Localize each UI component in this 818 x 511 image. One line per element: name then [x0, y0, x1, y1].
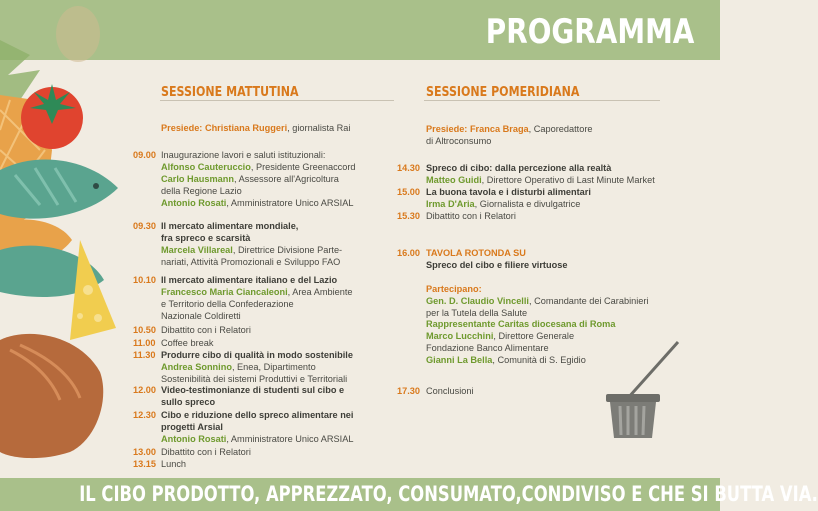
item-lines [161, 459, 186, 471]
talk-title: fra spreco e scarsità [161, 232, 251, 243]
talk-title: Il mercato alimentare italiano e del Lazio [161, 275, 338, 285]
egg-icon [56, 6, 100, 62]
speaker-name: Irma D'Aria [426, 198, 475, 209]
item-time: 16.00 [397, 248, 420, 258]
footer-tagline: IL CIBO PRODOTTO, APPREZZATO, CONSUMATO,CONDIVISO E CHE SI BUTTA VIA. [79, 482, 818, 506]
item-time: 17.30 [397, 386, 420, 396]
morning-chair [161, 123, 350, 135]
talk-title: Cibo e riduzione dello spreco alimentare nei [161, 410, 354, 420]
item-text: , Giornalista e divulgatrice [474, 198, 581, 209]
item-line [161, 311, 353, 323]
item-line [161, 162, 356, 174]
item-text: , Direttrice Divisione Parte- [232, 244, 343, 255]
item-lines [161, 275, 353, 323]
item-line [426, 175, 655, 187]
item-line [161, 233, 342, 245]
item-line [161, 186, 356, 198]
afternoon-divider [424, 100, 660, 101]
item-time: 12.30 [133, 410, 156, 420]
morning-divider [160, 100, 394, 101]
item-lines [161, 221, 342, 269]
item-time: 11.30 [133, 350, 156, 360]
afternoon-chair [426, 124, 593, 136]
item-line [426, 211, 516, 223]
chair-role: , giornalista Rai [287, 123, 351, 133]
item-time: 12.00 [133, 385, 156, 395]
speaker-name: Gianni La Bella [426, 355, 493, 366]
item-text: della Regione Lazio [161, 185, 242, 196]
speaker-name: Alfonso Cauteruccio [161, 161, 251, 172]
chair-label: Presiede: [426, 124, 468, 134]
item-lines [426, 187, 591, 211]
talk-title: Il mercato alimentare mondiale, [161, 221, 299, 231]
item-line [161, 374, 353, 386]
item-line [426, 296, 648, 308]
item-time: 13.15 [133, 459, 156, 469]
chair-label: Presiede: [161, 123, 203, 133]
item-lines [161, 150, 356, 210]
item-line [161, 397, 344, 409]
item-lines [426, 163, 655, 187]
item-time: 10.50 [133, 325, 156, 335]
item-text: e Territorio della Confederazione [161, 298, 294, 309]
chair-name: Christiana Ruggeri [204, 123, 288, 133]
item-lines [161, 338, 213, 350]
item-text: Dibattito con i Relatori [161, 447, 251, 457]
item-text: , Direttore Generale [493, 331, 575, 342]
talk-title: sullo spreco [161, 396, 216, 407]
speaker-name: Marco Lucchini [426, 331, 494, 342]
item-line [161, 221, 342, 233]
item-text: Sostenibilità dei sistemi Produttivi e Territoriali [161, 373, 348, 384]
item-text: Partecipano: [426, 283, 482, 294]
item-text: , Enea, Dipartimento [231, 361, 316, 372]
afternoon-chair-line2: di Altroconsumo [426, 136, 492, 146]
item-text: , Amministratore Unico ARSIAL [226, 433, 354, 444]
speaker-name: Antonio Rosati [161, 197, 227, 208]
item-text: Lunch [161, 459, 187, 469]
item-line [161, 447, 251, 459]
afternoon-session-title: SESSIONE POMERIDIANA [426, 85, 580, 100]
morning-programme [133, 123, 403, 473]
item-line [426, 187, 591, 199]
morning-session-title: SESSIONE MATTUTINA [161, 85, 299, 100]
talk-title: Video-testimonianze di studenti sul cibo e [161, 385, 345, 395]
item-text: , Direttore Operativo di Last Minute Market [481, 174, 655, 185]
item-lines [161, 350, 353, 386]
speaker-name: Andrea Sonnino [161, 361, 232, 372]
item-time: 10.10 [133, 275, 156, 285]
item-line [161, 198, 356, 210]
item-text: , Comandante dei Carabinieri [528, 295, 649, 306]
item-text: Nazionale Coldiretti [161, 310, 241, 321]
item-line [426, 199, 591, 211]
speaker-name: Marcela Villareal [161, 244, 233, 255]
fish-icon [0, 160, 118, 297]
speaker-name: Carlo Hausmann [161, 173, 235, 184]
item-lines [161, 385, 344, 409]
item-time: 15.30 [397, 211, 420, 221]
talk-title: Spreco di cibo: dalla percezione alla realtà [426, 163, 612, 173]
item-text: nariati, Attività Promozionali e Sviluppo FAO [161, 256, 341, 267]
speaker-name: Gen. D. Claudio Vincelli [426, 295, 529, 306]
page-title: PROGRAMMA [485, 12, 694, 52]
item-text: Inaugurazione lavori e saluti istituzionali: [161, 150, 326, 160]
item-line [161, 422, 353, 434]
talk-title: progetti Arsial [161, 421, 223, 432]
item-time: 14.30 [397, 163, 420, 173]
item-line [161, 299, 353, 311]
item-text: Dibattito con i Relatori [161, 325, 251, 335]
item-line [161, 338, 213, 350]
item-line [426, 248, 648, 260]
item-line [426, 386, 474, 398]
item-text: , Area Ambiente [287, 286, 353, 297]
bread-icon [0, 334, 103, 458]
item-lines [426, 386, 474, 398]
item-line [161, 325, 251, 337]
item-text: per la Tutela della Salute [426, 307, 528, 318]
speaker-name: Matteo Guidi [426, 174, 482, 185]
talk-title: Spreco del cibo e filiere virtuose [426, 259, 568, 270]
item-text: Dibattito con i Relatori [426, 211, 516, 221]
item-lines [161, 325, 251, 337]
chair-role: , Caporedattore [528, 124, 593, 134]
item-time: 15.00 [397, 187, 420, 197]
item-line [161, 287, 353, 299]
item-text: Fondazione Banco Alimentare [426, 343, 549, 354]
chair-name: Franca Braga [469, 124, 529, 134]
item-lines [161, 410, 353, 446]
item-lines [426, 211, 516, 223]
item-text: , Amministratore Unico ARSIAL [226, 197, 354, 208]
item-line [426, 319, 648, 331]
item-line [161, 350, 353, 362]
trash-bin-icon [598, 340, 678, 440]
item-line [426, 284, 648, 296]
item-line [161, 385, 344, 397]
item-line [161, 150, 356, 162]
item-line [161, 410, 353, 422]
item-line [426, 260, 648, 272]
item-line [161, 174, 356, 186]
talk-title: Produrre cibo di qualità in modo sostenibile [161, 350, 353, 360]
item-time: 13.00 [133, 447, 156, 457]
speaker-name: Antonio Rosati [161, 433, 227, 444]
item-line [426, 163, 655, 175]
item-text: Conclusioni [426, 386, 474, 396]
item-text: Coffee break [161, 338, 214, 348]
item-line [426, 272, 648, 284]
item-text: TAVOLA ROTONDA SU [426, 248, 526, 258]
item-time: 09.00 [133, 150, 156, 160]
speaker-name: Francesco Maria Ciancaleoni [161, 286, 288, 297]
item-line [161, 245, 342, 257]
item-line [161, 362, 353, 374]
item-line [426, 308, 648, 320]
item-lines [161, 447, 251, 459]
item-line [161, 434, 353, 446]
item-time: 09.30 [133, 221, 156, 231]
tomato-icon [21, 84, 83, 149]
cheese-icon [70, 240, 116, 340]
item-text: , Comunità di S. Egidio [492, 355, 586, 366]
speaker-name: Rappresentante Caritas diocesana di Roma [426, 319, 616, 330]
item-text: , Presidente Greenaccord [250, 161, 356, 172]
item-text: , Assessore all'Agricoltura [234, 173, 339, 184]
talk-title: La buona tavola e i disturbi alimentari [426, 187, 591, 197]
item-line [161, 275, 353, 287]
item-line [161, 257, 342, 269]
item-time: 11.00 [133, 338, 156, 348]
item-line [161, 459, 186, 471]
